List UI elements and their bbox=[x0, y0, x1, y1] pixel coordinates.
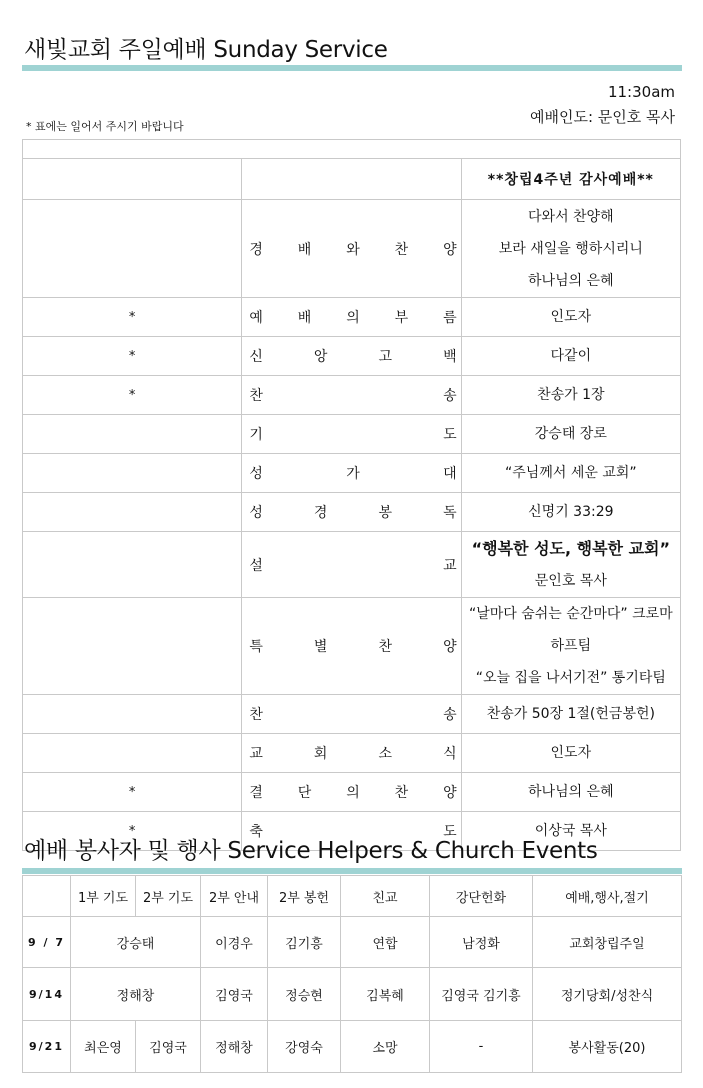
standing-mark: * bbox=[23, 337, 242, 376]
content-line: 찬송가 1장 bbox=[537, 387, 605, 403]
order-item-char: 배 bbox=[297, 241, 312, 258]
order-item-content bbox=[461, 598, 680, 695]
order-item-name bbox=[242, 493, 461, 532]
order-item-char: 독 bbox=[443, 505, 457, 521]
order-item-char: 찬 bbox=[394, 785, 409, 801]
order-item-char: 설 bbox=[249, 557, 263, 574]
order-item-char: 송 bbox=[443, 707, 457, 723]
order-item-char: 가 bbox=[346, 466, 360, 482]
flowers-cell: 김영국 김기흥 bbox=[430, 968, 533, 1021]
order-item-name bbox=[242, 734, 461, 773]
order-item-char: 의 bbox=[346, 310, 360, 326]
order-item-char: 앙 bbox=[313, 349, 328, 365]
offering-cell: 정승현 bbox=[268, 968, 341, 1021]
order-item-char: 찬 bbox=[394, 241, 409, 258]
content-line: 이상국 목사 bbox=[534, 823, 607, 839]
content-line: 신명기 33:29 bbox=[528, 504, 614, 520]
header-cell: 예배,행사,절기 bbox=[533, 876, 682, 917]
order-item-char: 별 bbox=[313, 639, 328, 655]
order-item-letters bbox=[249, 424, 456, 444]
order-item-char: 식 bbox=[443, 746, 457, 762]
order-item-name bbox=[242, 598, 461, 695]
order-item-char: 경 bbox=[313, 505, 328, 521]
header-cell: 1부 기도 bbox=[71, 876, 136, 917]
standing-mark bbox=[23, 532, 242, 598]
guide-cell: 김영국 bbox=[201, 968, 268, 1021]
order-item-letters bbox=[249, 636, 456, 656]
prayer1-cell: 최은영 bbox=[71, 1021, 136, 1073]
order-row bbox=[23, 376, 681, 415]
order-item-char: 교 bbox=[249, 746, 263, 762]
order-item-char: 찬 bbox=[378, 639, 393, 655]
order-item-char: 축 bbox=[249, 824, 263, 840]
order-item-letters bbox=[249, 743, 456, 763]
standing-mark bbox=[23, 695, 242, 734]
content-line: 하나님의 은혜 bbox=[528, 272, 614, 289]
order-item-name bbox=[242, 695, 461, 734]
order-item-char: 성 bbox=[249, 466, 263, 482]
standing-mark bbox=[23, 454, 242, 493]
content-line: 다와서 찬양해 bbox=[528, 208, 614, 225]
standing-mark: * bbox=[23, 376, 242, 415]
service-title: **창립4주년 감사예배** bbox=[487, 172, 654, 188]
order-item-letters bbox=[249, 555, 456, 575]
standing-mark bbox=[23, 598, 242, 695]
header-cell: 친교 bbox=[341, 876, 430, 917]
order-item-content bbox=[461, 415, 680, 454]
helpers-row bbox=[23, 917, 682, 968]
order-row bbox=[23, 200, 681, 298]
content-line: 찬송가 50장 1절(헌금봉헌) bbox=[486, 706, 655, 722]
order-item-char: 와 bbox=[346, 241, 360, 258]
standing-mark bbox=[23, 734, 242, 773]
date-cell: 9/14 bbox=[23, 968, 71, 1021]
offering-cell: 강영숙 bbox=[268, 1021, 341, 1073]
order-item-char: 결 bbox=[249, 785, 263, 801]
order-item-letters bbox=[249, 704, 456, 724]
order-item-char: 교 bbox=[443, 557, 457, 574]
content-line: “오늘 집을 나서기전” 통기타팀 bbox=[475, 670, 666, 686]
content-line: “주님께서 세운 교회” bbox=[505, 465, 637, 481]
order-item-char: 봉 bbox=[378, 505, 393, 521]
order-item-char: 배 bbox=[297, 310, 312, 326]
order-item-letters bbox=[249, 463, 456, 483]
order-item-content bbox=[461, 773, 680, 812]
order-row bbox=[23, 493, 681, 532]
flowers-cell: - bbox=[430, 1021, 533, 1073]
standing-note: * 표에는 일어서 주시기 바랍니다 bbox=[26, 120, 184, 133]
order-item-char: 성 bbox=[249, 505, 263, 521]
guide-cell: 이경우 bbox=[201, 917, 268, 968]
content-line: 보라 새일을 행하시리니 bbox=[498, 240, 643, 257]
order-item-char: 송 bbox=[443, 388, 457, 404]
order-item-char: 름 bbox=[443, 310, 457, 326]
content-line: 인도자 bbox=[550, 309, 592, 325]
order-item-letters bbox=[249, 307, 456, 327]
order-item-char: 기 bbox=[249, 427, 263, 443]
order-item-content bbox=[461, 298, 680, 337]
fellowship-cell: 김복혜 bbox=[341, 968, 430, 1021]
order-item-char: 양 bbox=[443, 639, 457, 655]
order-item-name bbox=[242, 454, 461, 493]
service-helpers-table bbox=[22, 875, 682, 1073]
standing-mark: * bbox=[23, 812, 242, 851]
order-item-char: 백 bbox=[443, 349, 457, 365]
header-cell: 2부 기도 bbox=[136, 876, 201, 917]
order-item-char: 의 bbox=[346, 785, 360, 801]
header-cell: 강단헌화 bbox=[430, 876, 533, 917]
header-cell: 2부 안내 bbox=[201, 876, 268, 917]
helpers-header-row bbox=[23, 876, 682, 917]
order-row bbox=[23, 298, 681, 337]
standing-mark: * bbox=[23, 298, 242, 337]
order-item-content bbox=[461, 376, 680, 415]
order-item-letters bbox=[249, 385, 456, 405]
order-item-name bbox=[242, 376, 461, 415]
order-row bbox=[23, 337, 681, 376]
order-item-content bbox=[461, 200, 680, 298]
order-item-name bbox=[242, 337, 461, 376]
service-leader: 예배인도: 문인호 목사 bbox=[529, 108, 675, 126]
order-item-char: 대 bbox=[443, 466, 457, 482]
header-cell: 2부 봉헌 bbox=[268, 876, 341, 917]
order-item-char: 예 bbox=[249, 310, 263, 326]
helpers-title: 예배 봉사자 및 행사 Service Helpers & Church Events bbox=[24, 838, 598, 864]
order-item-name bbox=[242, 773, 461, 812]
order-row bbox=[23, 773, 681, 812]
order-item-char: 단 bbox=[297, 785, 312, 801]
event-cell: 봉사활동(20) bbox=[533, 1021, 682, 1073]
order-item-char: 소 bbox=[378, 746, 393, 762]
order-item-name bbox=[242, 298, 461, 337]
date-cell: 9 / 7 bbox=[23, 917, 71, 968]
standing-mark: * bbox=[23, 773, 242, 812]
order-row bbox=[23, 598, 681, 695]
page-title: 새빛교회 주일예배 Sunday Service bbox=[24, 37, 388, 63]
order-item-char: 찬 bbox=[249, 707, 263, 723]
order-item-char: 회 bbox=[313, 746, 328, 762]
content-line: 다같이 bbox=[550, 348, 592, 364]
order-item-char: 신 bbox=[249, 349, 263, 365]
helpers-underline bbox=[22, 868, 682, 874]
flowers-cell: 남정화 bbox=[430, 917, 533, 968]
order-item-content bbox=[461, 337, 680, 376]
order-item-char: 특 bbox=[249, 639, 263, 655]
order-row bbox=[23, 734, 681, 773]
helpers-row bbox=[23, 1021, 682, 1073]
fellowship-cell: 연합 bbox=[341, 917, 430, 968]
order-row bbox=[23, 695, 681, 734]
standing-mark bbox=[23, 493, 242, 532]
order-item-content bbox=[461, 734, 680, 773]
content-line: 강승태 장로 bbox=[534, 426, 607, 442]
order-item-content bbox=[461, 532, 680, 598]
order-item-name bbox=[242, 532, 461, 598]
order-item-name bbox=[242, 415, 461, 454]
standing-mark bbox=[23, 415, 242, 454]
order-item-content bbox=[461, 454, 680, 493]
prayer-cell: 강승태 bbox=[71, 917, 201, 968]
order-item-char: 찬 bbox=[249, 388, 263, 404]
guide-cell: 정해창 bbox=[201, 1021, 268, 1073]
order-item-char: 양 bbox=[443, 785, 457, 801]
event-cell: 교회창립주일 bbox=[533, 917, 682, 968]
content-line: 문인호 목사 bbox=[534, 572, 607, 589]
order-item-letters bbox=[249, 346, 456, 366]
content-line: “행복한 성도, 행복한 교회” bbox=[471, 538, 671, 558]
order-item-name bbox=[242, 200, 461, 298]
service-title-row bbox=[23, 159, 681, 200]
helpers-row bbox=[23, 968, 682, 1021]
order-item-char: 도 bbox=[443, 824, 457, 840]
order-item-char: 도 bbox=[443, 427, 457, 443]
prayer2-cell: 김영국 bbox=[136, 1021, 201, 1073]
order-item-letters bbox=[249, 782, 456, 802]
order-item-letters bbox=[249, 239, 456, 259]
order-row bbox=[23, 415, 681, 454]
service-time: 11:30am bbox=[607, 83, 675, 101]
prayer-cell: 정해창 bbox=[71, 968, 201, 1021]
order-item-char: 양 bbox=[443, 241, 457, 258]
fellowship-cell: 소망 bbox=[341, 1021, 430, 1073]
standing-mark bbox=[23, 200, 242, 298]
spacer-row bbox=[23, 140, 681, 159]
offering-cell: 김기흥 bbox=[268, 917, 341, 968]
order-item-letters bbox=[249, 502, 456, 522]
content-line: “날마다 숨쉬는 순간마다” 크로마 하프팀 bbox=[468, 606, 673, 654]
date-cell: 9/21 bbox=[23, 1021, 71, 1073]
order-item-char: 부 bbox=[394, 310, 409, 326]
order-row bbox=[23, 454, 681, 493]
order-of-worship-table bbox=[22, 139, 681, 851]
event-cell: 정기당회/성찬식 bbox=[533, 968, 682, 1021]
title-underline bbox=[22, 65, 682, 71]
content-line: 하나님의 은혜 bbox=[528, 784, 614, 800]
order-item-content bbox=[461, 493, 680, 532]
order-item-content bbox=[461, 695, 680, 734]
order-item-char: 경 bbox=[249, 241, 263, 258]
content-line: 인도자 bbox=[550, 745, 592, 761]
order-row bbox=[23, 532, 681, 598]
order-item-char: 고 bbox=[378, 349, 393, 365]
